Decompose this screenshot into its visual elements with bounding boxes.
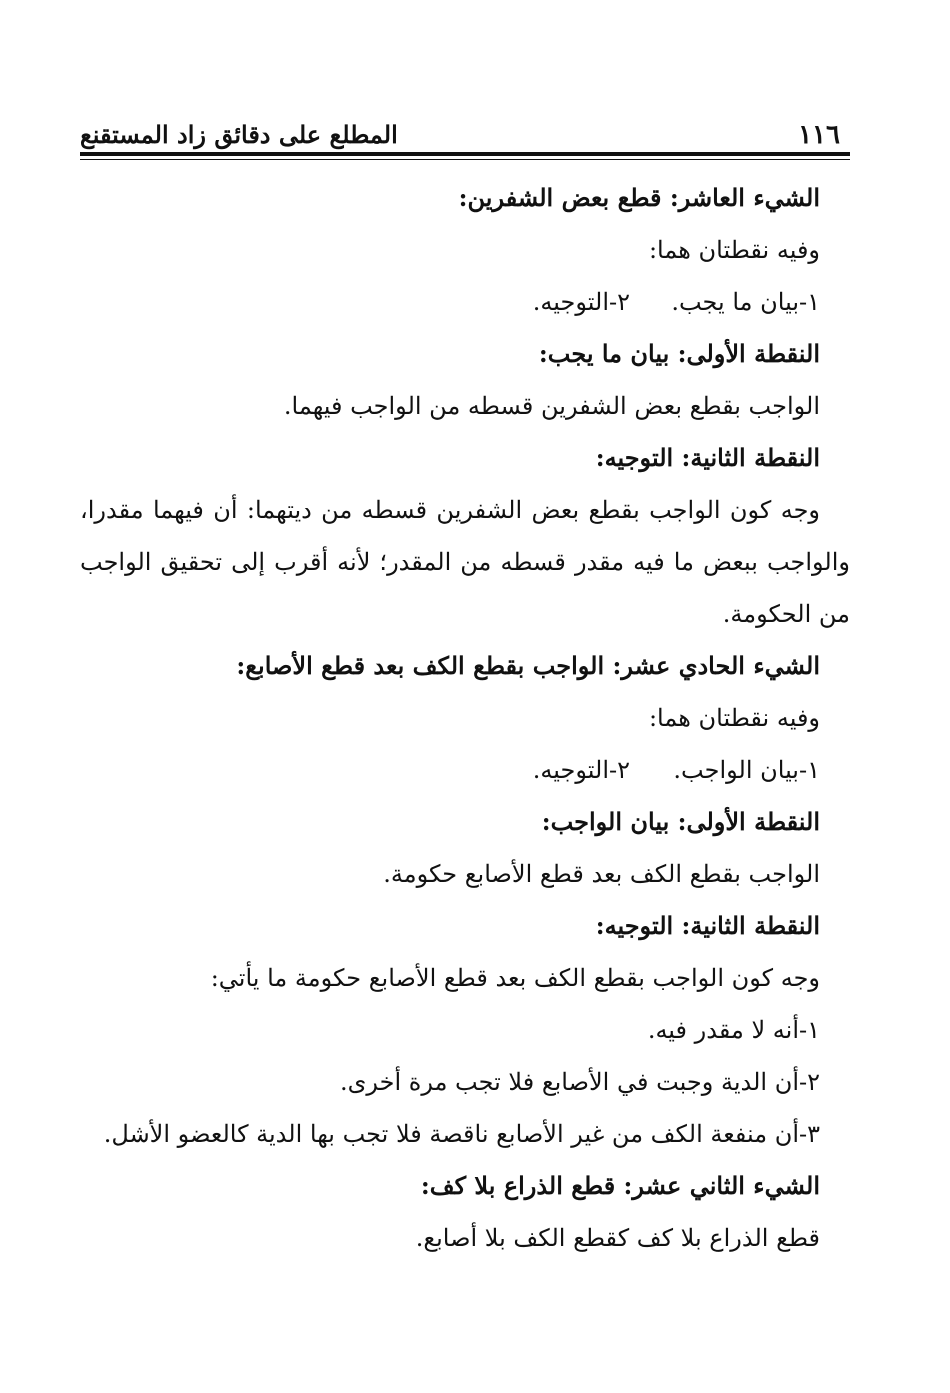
running-title: المطلع على دقائق زاد المستقنع [80, 120, 398, 149]
paragraph-line: والواجب ببعض ما فيه مقدر قسطه من المقدر؛ لأنه أقرب إلى تحقيق الواجب [80, 548, 850, 576]
paragraph-line: من الحكومة. [722, 600, 850, 628]
list-item: ١-بيان ما يجب. [671, 288, 820, 316]
point-title: النقطة الأولى: بيان الواجب: [541, 807, 820, 836]
section-text-12: قطع الذراع بلا كف كقطع الكف بلا أصابع. [415, 1224, 820, 1252]
section-intro-11: وفيه نقطتان هما: [648, 704, 820, 732]
point-title: النقطة الثانية: التوجيه: [595, 911, 820, 940]
point-title: النقطة الثانية: التوجيه: [595, 443, 820, 472]
point-text: الواجب بقطع الكف بعد قطع الأصابع حكومة. [383, 860, 820, 888]
page-body [80, 172, 850, 1264]
point-title: النقطة الأولى: بيان ما يجب: [538, 339, 820, 368]
reason-item: ٣-أن منفعة الكف من غير الأصابع ناقصة فلا تجب بها الدية كالعضو الأشل. [103, 1120, 820, 1148]
list-item: ٢-التوجيه. [532, 288, 630, 316]
list-item: ٢-التوجيه. [532, 756, 630, 784]
reason-item: ١-أنه لا مقدر فيه. [647, 1016, 820, 1044]
point-text: وجه كون الواجب بقطع الكف بعد قطع الأصابع حكومة ما يأتي: [210, 964, 820, 992]
page-number: ١١٦ [798, 120, 840, 150]
section-heading-12: الشيء الثاني عشر: قطع الذراع بلا كف: [420, 1171, 820, 1200]
reason-item: ٢-أن الدية وجبت في الأصابع فلا تجب مرة أخرى. [339, 1068, 820, 1096]
section-heading-11: الشيء الحادي عشر: الواجب بقطع الكف بعد قطع الأصابع: [236, 651, 820, 680]
point-text: الواجب بقطع بعض الشفرين قسطه من الواجب فيهما. [283, 392, 820, 420]
points-list-11 [80, 744, 850, 796]
header-rule-thick [80, 152, 850, 156]
section-intro-10: وفيه نقطتان هما: [648, 236, 820, 264]
header-rule-thin [80, 159, 850, 160]
section-heading-10: الشيء العاشر: قطع بعض الشفرين: [458, 183, 820, 212]
list-item: ١-بيان الواجب. [673, 756, 820, 784]
paragraph-line: وجه كون الواجب بقطع بعض الشفرين قسطه من ديتهما: أن فيهما مقدرا، [80, 496, 820, 524]
points-list-10 [80, 276, 850, 328]
